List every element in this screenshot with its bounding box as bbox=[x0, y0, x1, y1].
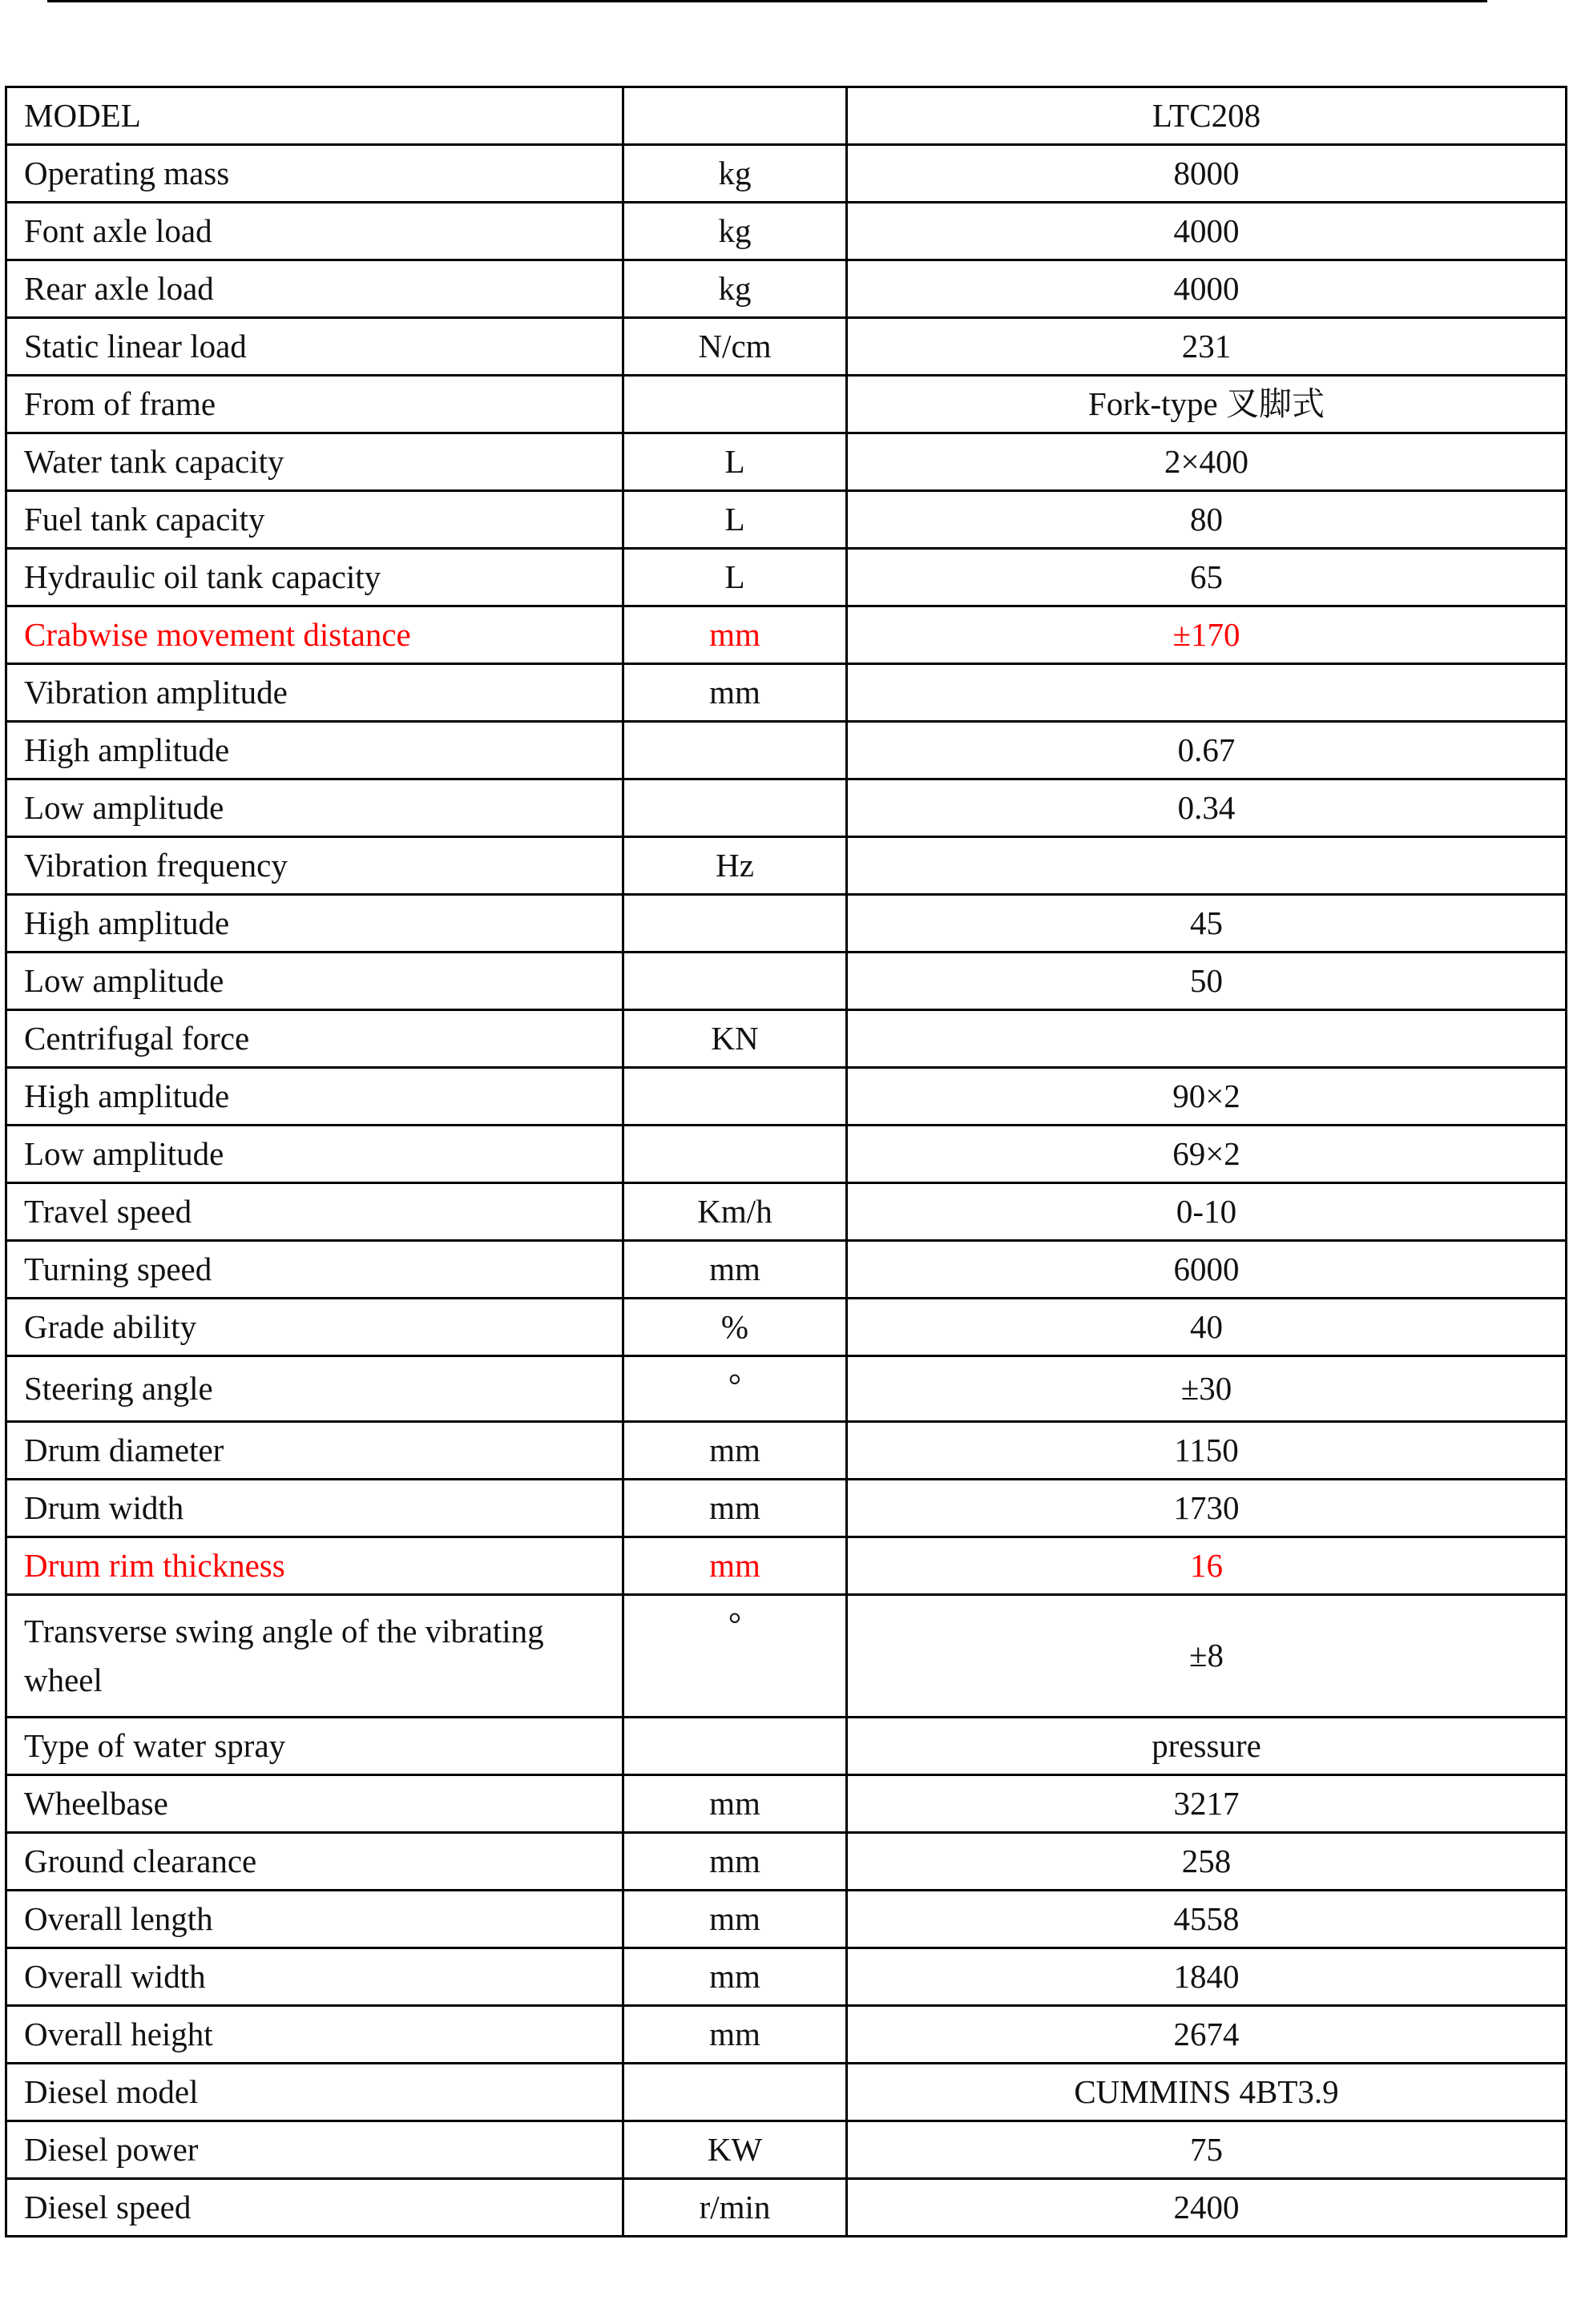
value-cell: 2674 bbox=[847, 2006, 1567, 2064]
table-row-highlighted bbox=[6, 1537, 1567, 1595]
parameter-cell: Centrifugal force bbox=[6, 1010, 623, 1068]
unit-cell bbox=[623, 779, 847, 837]
value-cell: 258 bbox=[847, 1833, 1567, 1891]
value-cell: 90×2 bbox=[847, 1068, 1567, 1126]
value-cell: 231 bbox=[847, 318, 1567, 376]
parameter-cell: High amplitude bbox=[6, 1068, 623, 1126]
value-cell: 4000 bbox=[847, 203, 1567, 260]
value-cell bbox=[847, 664, 1567, 722]
unit-cell: kg bbox=[623, 260, 847, 318]
parameter-cell: High amplitude bbox=[6, 722, 623, 779]
value-cell: 2400 bbox=[847, 2179, 1567, 2237]
value-cell: 1730 bbox=[847, 1480, 1567, 1537]
unit-cell: ° bbox=[623, 1356, 847, 1422]
table-row bbox=[6, 1422, 1567, 1480]
unit-cell bbox=[623, 2064, 847, 2121]
parameter-cell: Drum diameter bbox=[6, 1422, 623, 1480]
parameter-cell: Low amplitude bbox=[6, 953, 623, 1010]
parameter-cell: Overall height bbox=[6, 2006, 623, 2064]
parameter-cell: Drum width bbox=[6, 1480, 623, 1537]
table-row bbox=[6, 895, 1567, 953]
table-row bbox=[6, 1299, 1567, 1356]
parameter-cell: Operating mass bbox=[6, 145, 623, 203]
table-row bbox=[6, 1833, 1567, 1891]
parameter-cell: Static linear load bbox=[6, 318, 623, 376]
table-row bbox=[6, 1775, 1567, 1833]
unit-cell: mm bbox=[623, 1775, 847, 1833]
table-row bbox=[6, 376, 1567, 433]
table-row-highlighted bbox=[6, 606, 1567, 664]
unit-cell: mm bbox=[623, 1948, 847, 2006]
table-row bbox=[6, 1183, 1567, 1241]
unit-cell bbox=[623, 376, 847, 433]
unit-cell bbox=[623, 895, 847, 953]
unit-cell: Km/h bbox=[623, 1183, 847, 1241]
table-row bbox=[6, 1595, 1567, 1718]
unit-cell: mm bbox=[623, 1537, 847, 1595]
table-row bbox=[6, 1126, 1567, 1183]
value-cell: 16 bbox=[847, 1537, 1567, 1595]
value-cell: 1840 bbox=[847, 1948, 1567, 2006]
table-row bbox=[6, 491, 1567, 549]
unit-cell: KW bbox=[623, 2121, 847, 2179]
value-cell: 2×400 bbox=[847, 433, 1567, 491]
table-row bbox=[6, 837, 1567, 895]
parameter-cell: Turning speed bbox=[6, 1241, 623, 1299]
parameter-cell: Water tank capacity bbox=[6, 433, 623, 491]
parameter-cell: MODEL bbox=[6, 87, 623, 145]
value-cell: 69×2 bbox=[847, 1126, 1567, 1183]
unit-cell bbox=[623, 1068, 847, 1126]
table-row bbox=[6, 1948, 1567, 2006]
unit-cell bbox=[623, 722, 847, 779]
unit-cell: % bbox=[623, 1299, 847, 1356]
unit-cell: N/cm bbox=[623, 318, 847, 376]
value-cell: 0.34 bbox=[847, 779, 1567, 837]
parameter-cell: Low amplitude bbox=[6, 1126, 623, 1183]
top-divider-line bbox=[47, 0, 1487, 2]
value-cell: 0.67 bbox=[847, 722, 1567, 779]
parameter-cell: Steering angle bbox=[6, 1356, 623, 1422]
value-cell: ±8 bbox=[847, 1595, 1567, 1718]
value-cell: CUMMINS 4BT3.9 bbox=[847, 2064, 1567, 2121]
parameter-cell: Drum rim thickness bbox=[6, 1537, 623, 1595]
table-row bbox=[6, 1356, 1567, 1422]
value-cell: 4000 bbox=[847, 260, 1567, 318]
unit-cell bbox=[623, 1126, 847, 1183]
unit-cell: KN bbox=[623, 1010, 847, 1068]
value-cell: 3217 bbox=[847, 1775, 1567, 1833]
value-cell: ±170 bbox=[847, 606, 1567, 664]
parameter-cell: Crabwise movement distance bbox=[6, 606, 623, 664]
unit-cell: mm bbox=[623, 1422, 847, 1480]
table-row bbox=[6, 1480, 1567, 1537]
parameter-cell: Hydraulic oil tank capacity bbox=[6, 549, 623, 606]
parameter-cell: Transverse swing angle of the vibrating wheel bbox=[6, 1595, 623, 1718]
unit-cell: mm bbox=[623, 2006, 847, 2064]
specification-table bbox=[5, 86, 1567, 2237]
unit-cell: mm bbox=[623, 1480, 847, 1537]
unit-cell bbox=[623, 87, 847, 145]
table-row bbox=[6, 953, 1567, 1010]
table-row bbox=[6, 549, 1567, 606]
table-row bbox=[6, 664, 1567, 722]
table-row bbox=[6, 87, 1567, 145]
unit-cell: L bbox=[623, 433, 847, 491]
value-cell: LTC208 bbox=[847, 87, 1567, 145]
unit-cell bbox=[623, 953, 847, 1010]
parameter-cell: Type of water spray bbox=[6, 1718, 623, 1775]
table-row bbox=[6, 1241, 1567, 1299]
value-cell: 0-10 bbox=[847, 1183, 1567, 1241]
parameter-cell: Grade ability bbox=[6, 1299, 623, 1356]
parameter-cell: Wheelbase bbox=[6, 1775, 623, 1833]
unit-cell: kg bbox=[623, 145, 847, 203]
value-cell: 80 bbox=[847, 491, 1567, 549]
parameter-cell: Font axle load bbox=[6, 203, 623, 260]
unit-cell: mm bbox=[623, 1833, 847, 1891]
unit-cell: r/min bbox=[623, 2179, 847, 2237]
table-row bbox=[6, 2064, 1567, 2121]
table-row bbox=[6, 722, 1567, 779]
table-row bbox=[6, 2121, 1567, 2179]
value-cell: pressure bbox=[847, 1718, 1567, 1775]
value-cell: Fork-type 叉脚式 bbox=[847, 376, 1567, 433]
value-cell: 1150 bbox=[847, 1422, 1567, 1480]
parameter-cell: Overall length bbox=[6, 1891, 623, 1948]
table-row bbox=[6, 779, 1567, 837]
table-row bbox=[6, 433, 1567, 491]
value-cell bbox=[847, 837, 1567, 895]
parameter-cell: High amplitude bbox=[6, 895, 623, 953]
unit-cell: mm bbox=[623, 606, 847, 664]
parameter-cell: Ground clearance bbox=[6, 1833, 623, 1891]
parameter-cell: From of frame bbox=[6, 376, 623, 433]
table-row bbox=[6, 2179, 1567, 2237]
table-row bbox=[6, 1891, 1567, 1948]
parameter-cell: Diesel speed bbox=[6, 2179, 623, 2237]
table-row bbox=[6, 1068, 1567, 1126]
table-row bbox=[6, 318, 1567, 376]
value-cell bbox=[847, 1010, 1567, 1068]
unit-cell: kg bbox=[623, 203, 847, 260]
value-cell: 4558 bbox=[847, 1891, 1567, 1948]
unit-cell: L bbox=[623, 491, 847, 549]
parameter-cell: Rear axle load bbox=[6, 260, 623, 318]
unit-cell: mm bbox=[623, 664, 847, 722]
unit-cell: Hz bbox=[623, 837, 847, 895]
table-row bbox=[6, 2006, 1567, 2064]
parameter-cell: Fuel tank capacity bbox=[6, 491, 623, 549]
parameter-cell: Low amplitude bbox=[6, 779, 623, 837]
parameter-cell: Overall width bbox=[6, 1948, 623, 2006]
parameter-cell: Diesel power bbox=[6, 2121, 623, 2179]
unit-cell bbox=[623, 1718, 847, 1775]
parameter-cell: Travel speed bbox=[6, 1183, 623, 1241]
parameter-cell: Vibration frequency bbox=[6, 837, 623, 895]
table-row bbox=[6, 145, 1567, 203]
unit-cell: L bbox=[623, 549, 847, 606]
value-cell: 75 bbox=[847, 2121, 1567, 2179]
value-cell: 6000 bbox=[847, 1241, 1567, 1299]
parameter-cell: Diesel model bbox=[6, 2064, 623, 2121]
value-cell: ±30 bbox=[847, 1356, 1567, 1422]
unit-cell: mm bbox=[623, 1241, 847, 1299]
value-cell: 65 bbox=[847, 549, 1567, 606]
table-row bbox=[6, 260, 1567, 318]
table-row bbox=[6, 203, 1567, 260]
value-cell: 45 bbox=[847, 895, 1567, 953]
value-cell: 40 bbox=[847, 1299, 1567, 1356]
table-row bbox=[6, 1718, 1567, 1775]
parameter-cell: Vibration amplitude bbox=[6, 664, 623, 722]
unit-cell: ° bbox=[623, 1595, 847, 1718]
value-cell: 50 bbox=[847, 953, 1567, 1010]
table-row bbox=[6, 1010, 1567, 1068]
unit-cell: mm bbox=[623, 1891, 847, 1948]
value-cell: 8000 bbox=[847, 145, 1567, 203]
